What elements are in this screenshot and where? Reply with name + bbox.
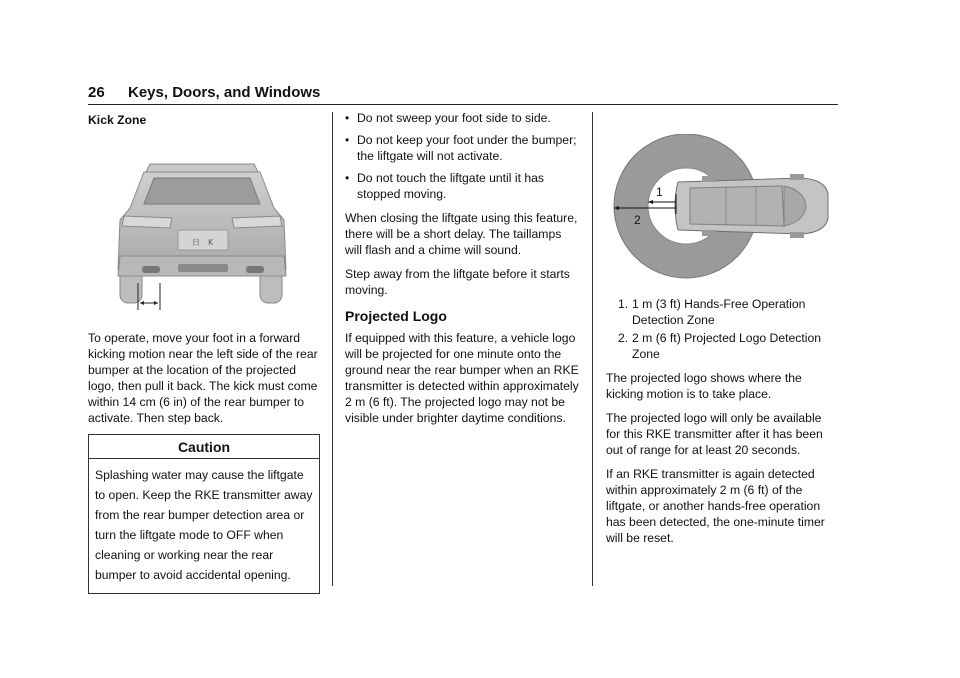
logo-purpose-paragraph: The projected logo shows where the kicking motion is to take place.	[606, 371, 802, 401]
logo-availability-paragraph: The projected logo will only be available for this RKE transmitter after it has been out of range for at least 20 seconds.	[606, 411, 823, 457]
figure-label-2: 2	[634, 213, 641, 227]
figure-legend	[606, 296, 838, 362]
vehicle-top-view	[675, 174, 828, 238]
page-header	[88, 82, 838, 105]
kick-zone-paragraph: To operate, move your foot in a forward kicking motion near the left side of the rear bumper at the location of the projected logo, then pull it back. The kick must come within 14 cm (6 in) of the rear bumper to activate. Then step back.	[88, 331, 318, 425]
column-divider	[592, 112, 593, 586]
page-number: 26	[88, 84, 105, 101]
column-middle	[345, 110, 580, 434]
caution-text: Splashing water may cause the liftgate to open. Keep the RKE transmitter away from the rear bumper detection area or turn the liftgate mode to OFF when cleaning or working near the rear bumper to avoid accidental opening.	[95, 468, 313, 582]
detection-zone-illustration	[606, 134, 838, 284]
projected-logo-paragraph: If equipped with this feature, a vehicle logo will be projected for one minute onto the ground near the rear bumper when an RKE transmitter is detected within approximately 2 m (6 ft). The projected logo may not be visible under brighter daytime conditions.	[345, 331, 579, 425]
figure-label-1: 1	[656, 185, 663, 199]
list-item: • Do not sweep your foot side to side.	[345, 110, 580, 126]
kick-zone-illustration	[88, 158, 320, 310]
list-item: • Do not keep your foot under the bumper; the liftgate will not activate.	[345, 132, 580, 164]
caution-title: Caution	[89, 435, 319, 459]
timer-reset-paragraph: If an RKE transmitter is again detected within approximately 2 m (6 ft) of the liftgate, or another hands-free operation has been detected, the one-minute timer will be reset.	[606, 467, 825, 545]
column-left	[88, 110, 320, 594]
closing-paragraph: When closing the liftgate using this feature, there will be a short delay. The taillamps will flash and a chime will sound.	[345, 211, 578, 257]
figure-logo-left: 日	[192, 238, 200, 247]
column-right	[606, 110, 838, 554]
column-divider	[332, 112, 333, 586]
kick-zone-subheading: Kick Zone	[88, 113, 147, 127]
step-away-paragraph: Step away from the liftgate before it starts moving.	[345, 267, 570, 297]
list-item: 1. 1 m (3 ft) Hands-Free Operation Detection Zone	[618, 297, 806, 327]
section-title: Keys, Doors, and Windows	[128, 84, 321, 101]
bullet-list	[345, 110, 580, 202]
list-item: 2. 2 m (6 ft) Projected Logo Detection Zone	[618, 331, 822, 361]
projected-logo-heading: Projected Logo	[345, 308, 447, 324]
list-item: • Do not touch the liftgate until it has stopped moving.	[345, 170, 580, 202]
caution-box	[88, 434, 320, 594]
figure-logo-right: K	[208, 238, 214, 247]
